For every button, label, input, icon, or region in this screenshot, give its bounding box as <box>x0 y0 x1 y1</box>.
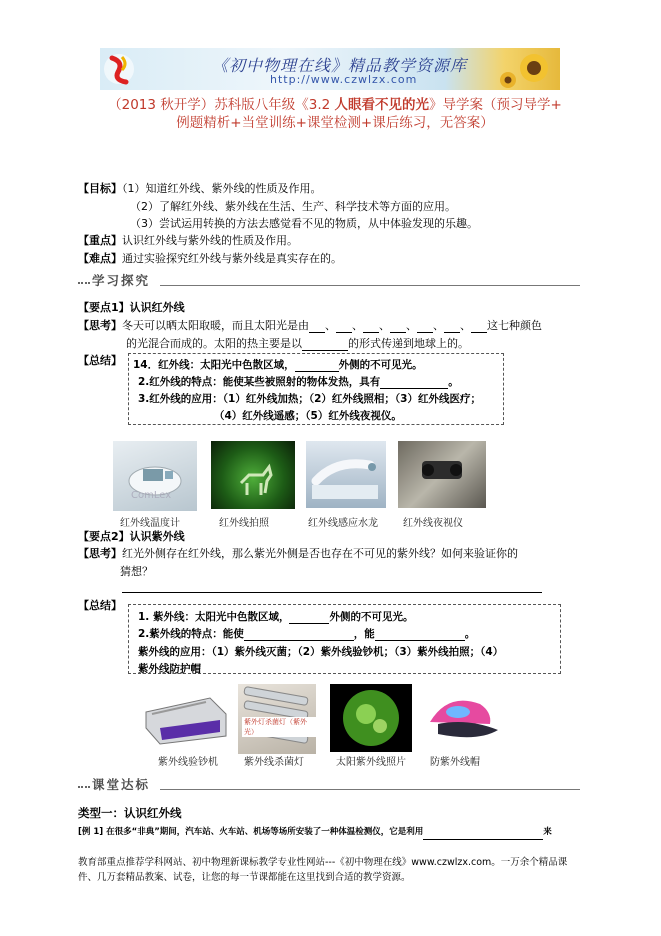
point2-summary-2: 2.紫外线的特点：能使 ，能 。 <box>138 628 476 640</box>
caption-uv-cap: 防紫外线帽 <box>430 757 480 768</box>
answer-line <box>122 592 542 593</box>
money-detector-icon <box>140 684 230 750</box>
banner-image <box>100 48 560 90</box>
photo-night-vision-deer <box>211 441 295 509</box>
key-point: 【重点】认识红外线与紫外线的性质及作用。 <box>78 234 298 247</box>
caption-money-detector: 紫外线验钞机 <box>158 757 218 768</box>
point2-summary-3: 紫外线的应用：（1）紫外线灭菌；（2）紫外线验钞机；（3）紫外线拍照；（4） <box>138 646 504 658</box>
point1-think-line1: 【思考】冬天可以晒太阳取暖，而且太阳光是由 、 、 、 、 、 、 这七种颜色 <box>78 319 542 332</box>
logo-icon <box>102 52 136 86</box>
point1-summary-label: 【总结】 <box>78 354 122 367</box>
photo-thermometer: ComLex <box>113 441 197 511</box>
point2-summary-label: 【总结】 <box>78 599 122 612</box>
point1-think-line2: 的光混合而成的。太阳的热主要是以 的形式传递到地球上的。 <box>126 337 469 350</box>
caption-night-vision: 红外线夜视仪 <box>403 518 463 529</box>
point1-heading: 【要点1】认识红外线 <box>78 301 185 314</box>
photo-night-vision-device <box>398 441 486 508</box>
footer-line-2: 件、几万套精品教案、试卷，让您的每一节课都能在这里找到合适的教学资源。 <box>78 872 411 883</box>
example-1: [例 1] 在很多“非典”期间，汽车站、火车站、机场等场所安装了一种体温检测仪，它是利用 来 <box>78 825 552 840</box>
point1-summary-3: 3.红外线的应用：（1）红外线加热；（2）红外线照相；（3）红外线医疗； <box>138 393 481 405</box>
photo-sensor-faucet <box>306 441 386 508</box>
section-class: 课堂达标 <box>78 776 583 792</box>
section-study: 学习探究 <box>78 272 583 288</box>
point2-summary-4: 紫外线防护帽 <box>138 663 201 675</box>
caption-sun-uv: 太阳紫外线照片 <box>336 757 406 768</box>
photo-sun-uv <box>330 684 412 752</box>
banner-url[interactable]: http://www.czwlzx.com <box>270 73 418 86</box>
cap-icon <box>418 684 502 750</box>
point1-summary-4: （4）红外线遥感；（5）红外线夜视仪。 <box>214 410 402 422</box>
photo-uv-cap <box>418 684 502 750</box>
point1-summary-2: 2.红外线的特点：能使某些被照射的物体发热，具有 。 <box>138 376 459 388</box>
sun-icon <box>330 684 412 752</box>
caption-ir-photo: 红外线拍照 <box>219 518 269 529</box>
caption-uv-lamp: 紫外线杀菌灯 <box>244 757 304 768</box>
point2-think-line1: 【思考】红光外侧存在红外线，那么紫光外侧是否也存在不可见的紫外线？如何来验证你的 <box>78 547 518 560</box>
caption-thermometer: 红外线温度计 <box>120 518 180 529</box>
point2-heading: 【要点2】认识紫外线 <box>78 530 185 543</box>
difficulty: 【难点】通过实验探究红外线与紫外线是真实存在的。 <box>78 252 342 265</box>
point2-think-line2: 猜想？ <box>120 565 153 578</box>
photo-uv-lamp: 紫外灯杀菌灯（紫外光） <box>238 684 316 754</box>
photo-money-detector <box>140 684 230 750</box>
type1-title: 类型一：认识红外线 <box>78 806 182 820</box>
point2-summary-1: 1. 紫外线：太阳光中色散区域， 外侧的不可见光。 <box>138 611 414 623</box>
document-title: （2013 秋开学）苏科版八年级《3.2 人眼看不见的光》导学案（预习导学+ 例题精析+当堂训练+课堂检测+课后练习，无答案） <box>108 97 562 131</box>
footer-line-1: 教育部重点推荐学科网站、初中物理新课标教学专业性网站---《初中物理在线》www.czwlzx.com。一万余个精品课 <box>78 857 568 868</box>
goals-line-1: 【目标】（1）知道红外线、紫外线的性质及作用。 <box>78 182 322 195</box>
banner-title: 《初中物理在线》精品教学资源库 <box>212 56 468 75</box>
point1-summary-1: 14．红外线：太阳光中色散区域， 外侧的不可见光。 <box>133 359 423 371</box>
goals-line-3: （3）尝试运用转换的方法去感觉看不见的物质，从中体验发现的乐趣。 <box>130 217 478 230</box>
goals-line-2: （2）了解红外线、紫外线在生活、生产、科学技术等方面的应用。 <box>130 200 456 213</box>
faucet-icon <box>306 441 386 508</box>
deer-icon <box>211 441 295 509</box>
caption-faucet: 红外线感应水龙 <box>308 518 378 529</box>
sunflower-icon <box>494 50 554 88</box>
night-vision-icon <box>398 441 486 508</box>
